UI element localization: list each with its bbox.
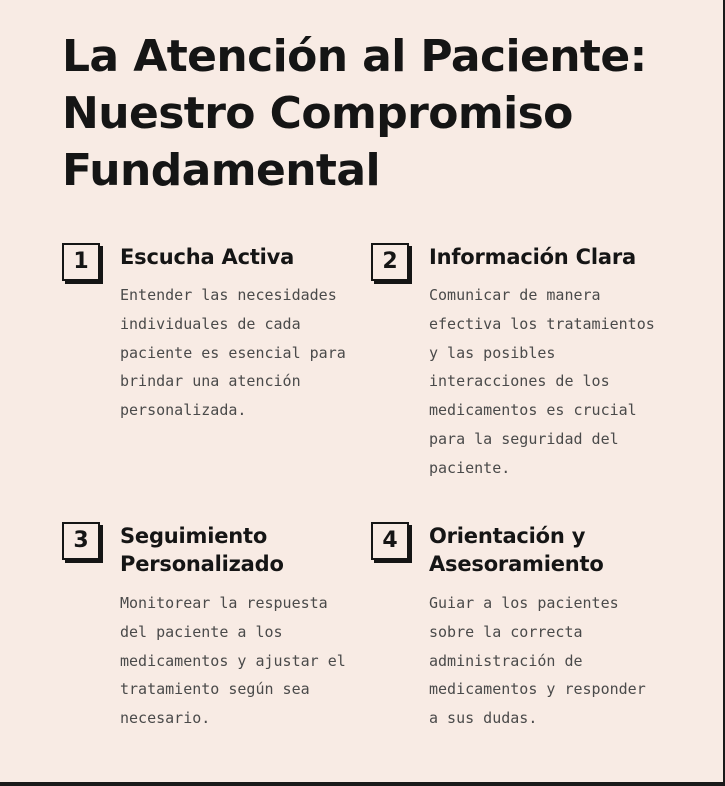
- description-line: efectiva los tratamientos: [429, 314, 655, 333]
- description-line: tratamiento según sea: [120, 680, 310, 699]
- description-line: individuales de cada: [120, 314, 301, 333]
- title-line: Nuestro Compromiso: [62, 88, 573, 139]
- item-title-line: Personalizado: [120, 552, 284, 576]
- item-description: [120, 589, 360, 733]
- step-number-badge: 4: [371, 522, 409, 560]
- page-title: [62, 28, 702, 199]
- step-number-badge: 1: [62, 243, 100, 281]
- item-description: [429, 281, 669, 483]
- description-line: para la seguridad del: [429, 429, 619, 448]
- description-line: a sus dudas.: [429, 709, 538, 728]
- item-description: [429, 589, 669, 733]
- description-line: Entender las necesidades: [120, 286, 337, 304]
- description-line: Comunicar de manera: [429, 286, 601, 304]
- item-title: [120, 522, 360, 578]
- item-title: Información Clara: [429, 245, 636, 269]
- description-line: Monitorear la respuesta: [120, 594, 328, 612]
- commitment-item-2: [371, 243, 691, 493]
- description-line: sobre la correcta: [429, 622, 583, 641]
- description-line: Guiar a los pacientes: [429, 594, 619, 612]
- title-line: La Atención al Paciente:: [62, 31, 647, 82]
- description-line: interacciones de los: [429, 372, 610, 391]
- description-line: administración de: [429, 651, 583, 670]
- description-line: y las posibles: [429, 343, 556, 362]
- description-line: necesario.: [120, 709, 211, 728]
- item-title: [429, 522, 689, 578]
- commitment-item-3: [62, 522, 362, 742]
- item-title: Escucha Activa: [120, 245, 295, 269]
- description-line: medicamentos y ajustar el: [120, 651, 346, 670]
- item-title-line: Orientación y: [429, 524, 586, 548]
- commitment-item-4: [371, 522, 691, 742]
- description-line: personalizada.: [120, 401, 247, 420]
- step-number-badge: 3: [62, 522, 100, 560]
- item-title-line: Seguimiento: [120, 524, 268, 548]
- title-line: Fundamental: [62, 145, 380, 196]
- step-number-badge: 2: [371, 243, 409, 281]
- description-line: paciente.: [429, 458, 511, 477]
- description-line: del paciente a los: [120, 622, 283, 641]
- description-line: paciente es esencial para: [120, 343, 346, 362]
- description-line: brindar una atención: [120, 372, 301, 391]
- item-description: [120, 281, 360, 425]
- commitment-item-1: [62, 243, 362, 443]
- description-line: medicamentos y responder: [429, 680, 646, 699]
- item-title-line: Asesoramiento: [429, 552, 604, 576]
- description-line: medicamentos es crucial: [429, 401, 637, 420]
